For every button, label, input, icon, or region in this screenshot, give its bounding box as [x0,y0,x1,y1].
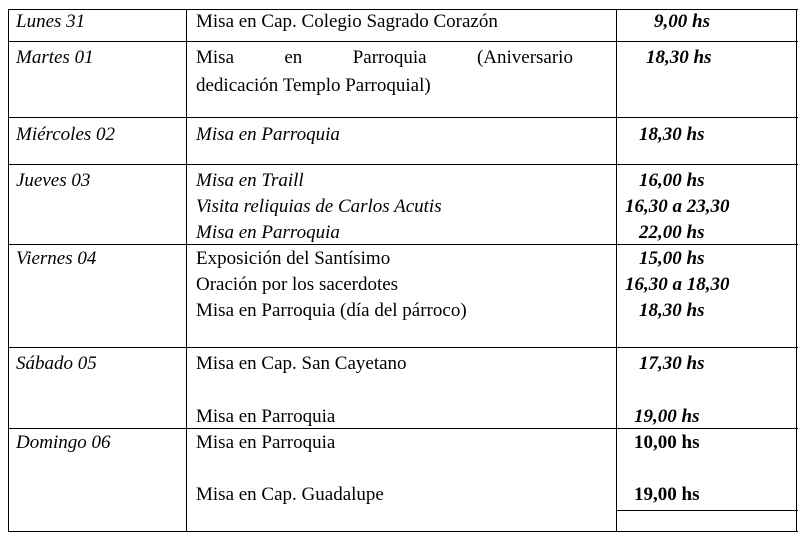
activity-time: 10,00 hs [634,432,700,453]
activity-time: 22,00 hs [639,222,705,243]
row-divider [8,164,798,165]
activity-time: 16,00 hs [639,170,705,191]
table-border-bottom [8,531,798,532]
activity-text: Misa en Parroquia [196,124,340,145]
activity-time: 16,30 a 18,30 [625,274,730,295]
day-label: Lunes 31 [16,11,86,32]
activity-text: Misa en Cap. San Cayetano [196,353,407,374]
column-divider [616,9,617,532]
activity-time: 17,30 hs [639,353,705,374]
activity-text: Misa en Parroquia (día del párroco) [196,300,467,321]
word: Parroquia [352,47,427,68]
word: Misa [196,47,234,68]
day-label: Miércoles 02 [16,124,116,145]
day-label: Jueves 03 [16,170,91,191]
day-label: Viernes 04 [16,248,97,269]
row-divider [8,347,798,348]
activity-text-line [196,47,573,69]
day-label: Sábado 05 [16,353,97,374]
activity-text: Misa en Traill [196,170,304,191]
row-divider [8,428,798,429]
activity-text: Misa en Cap. Colegio Sagrado Corazón [196,11,498,32]
word: (Aniversario [476,47,573,68]
row-divider [8,41,798,42]
activity-time: 18,30 hs [639,124,705,145]
column-divider [186,9,187,532]
cell-divider [616,510,798,511]
word: en [284,47,303,68]
activity-time: 15,00 hs [639,248,705,269]
activity-time: 19,00 hs [634,484,700,505]
activity-text: Misa en Parroquia [196,432,336,453]
day-label: Martes 01 [16,47,94,68]
activity-time: 16,30 a 23,30 [625,196,730,217]
activity-time: 18,30 hs [646,47,712,68]
table-border-top [8,9,798,10]
day-label: Domingo 06 [16,432,111,453]
activity-text: Misa en Parroquia [196,406,336,427]
activity-time: 19,00 hs [634,406,700,427]
row-divider [8,117,798,118]
activity-time: 9,00 hs [654,11,710,32]
activity-text: Exposición del Santísimo [196,248,391,269]
activity-text: Misa en Parroquia [196,222,340,243]
row-divider [8,244,798,245]
activity-text: Misa en Cap. Guadalupe [196,484,384,505]
table-border-left [8,9,9,532]
table-border-right [796,9,797,532]
activity-time: 18,30 hs [639,300,705,321]
activity-text: Oración por los sacerdotes [196,274,399,295]
activity-text: Visita reliquias de Carlos Acutis [196,196,442,217]
activity-text-line: dedicación Templo Parroquial) [196,75,431,96]
